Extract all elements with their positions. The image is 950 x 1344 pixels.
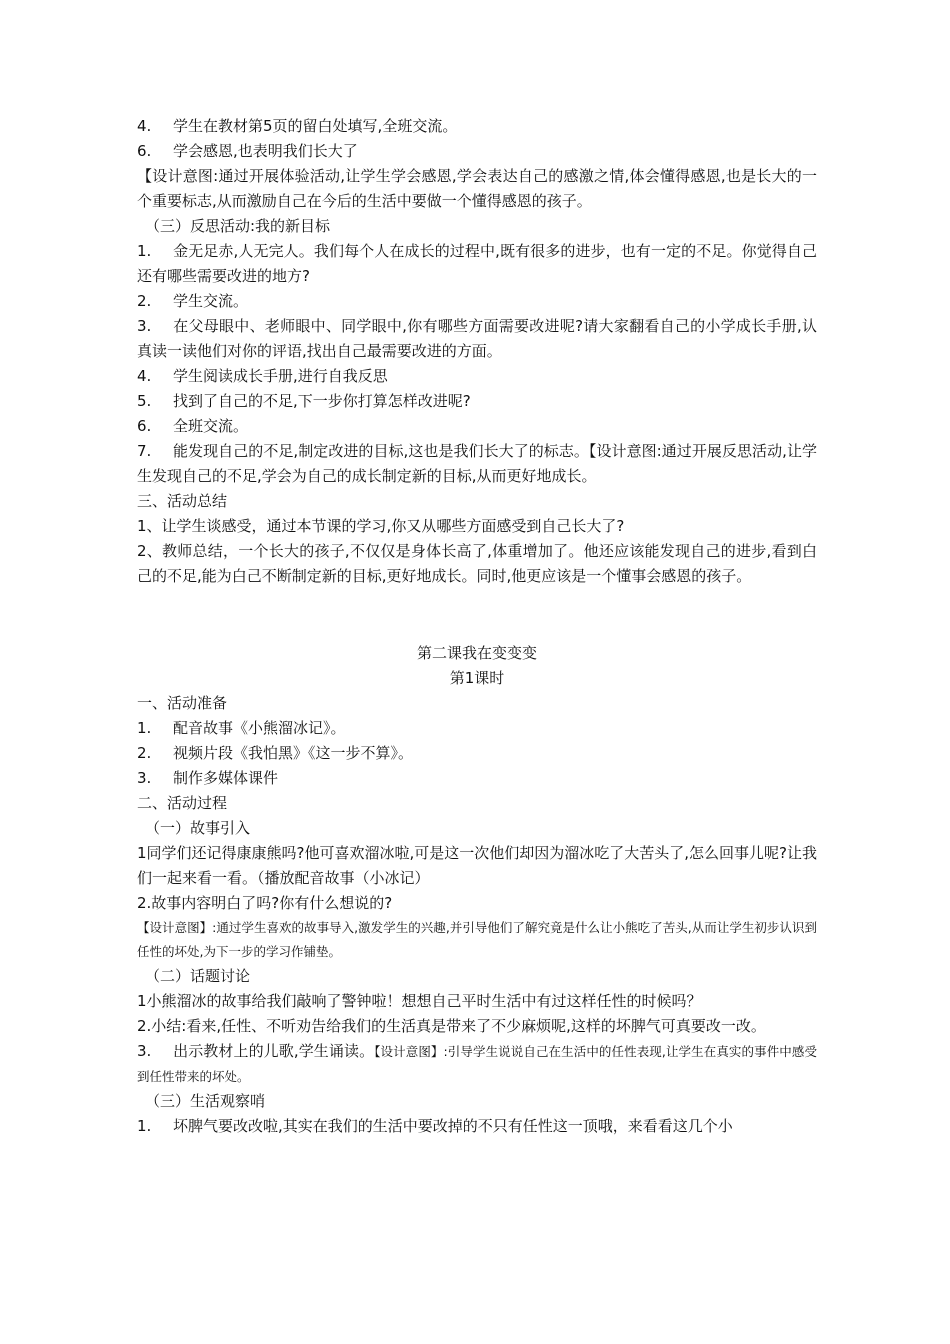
- paragraph: 1、让学生谈感受，通过本节课的学习,你又从哪些方面感受到自己长大了?: [137, 517, 625, 535]
- list-item: 7. 能发现自己的不足,制定改进的目标,这也是我们长大了的标志。【设计意图:通过开展反思活动,让学生发现自己的不足,学会为自己的成长制定新的目标,从而更好地成长。: [137, 442, 817, 485]
- list-item: 4. 学生阅读成长手册,进行自我反思: [137, 367, 388, 385]
- list-item: 4. 学生在教材第5页的留白处填写,全班交流。: [137, 117, 458, 135]
- list-item: 3. 出示教材上的儿歌,学生诵读。【设计意图】:引导学生说说自己在生活中的任性表现,让学生在真实的事件中感受到任性带来的坏处。: [137, 1042, 817, 1084]
- paragraph: 1同学们还记得康康熊吗?他可喜欢溜冰啦,可是这一次他们却因为溜冰吃了大苦头了,怎么回事儿呢?让我们一起来看一看。（播放配音故事（小冰记）: [137, 844, 818, 887]
- list-item: 6. 学会感恩,也表明我们长大了: [137, 142, 358, 160]
- list-item: 3. 制作多媒体课件: [137, 769, 279, 787]
- subsection-heading: （一）故事引入: [145, 819, 251, 837]
- design-intent-paragraph: 【设计意图:通过开展体验活动,让学生学会感恩,学会表达自己的感激之情,体会懂得感恩,也是长大的一个重要标志,从而激励自己在今后的生活中要做一个懂得感恩的孩子。: [137, 167, 817, 210]
- lesson-subtitle: 第1课时: [449, 669, 505, 687]
- section-heading: 三、活动总结: [137, 492, 228, 510]
- spacer: [137, 589, 817, 641]
- lesson-title: 第二课我在变变变: [416, 644, 537, 662]
- section-heading: （三）反思活动:我的新目标: [145, 217, 331, 235]
- design-intent-inline: 【设计意图】:引导学生说说自己在生活中的任性表现,让学生在真实的事件中感受到任性带来的坏处。: [137, 1044, 817, 1084]
- design-intent-paragraph: 【设计意图】:通过学生喜欢的故事导入,激发学生的兴趣,并引导他们了解究竟是什么让小熊吃了苦头,从而让学生初步认识到任性的坏处,为下一步的学习作铺垫。: [137, 920, 817, 959]
- list-item: 3. 在父母眼中、老师眼中、同学眼中,你有哪些方面需要改进呢?请大家翻看自己的小学成长手册,认真读一读他们对你的评语,找出自己最需要改进的方面。: [137, 317, 817, 360]
- list-item: 2. 学生交流。: [137, 292, 249, 310]
- document-body: [137, 114, 817, 1139]
- list-item: 1. 金无足赤,人无完人。我们每个人在成长的过程中,既有很多的进步，也有一定的不足。你觉得自己还有哪些需要改进的地方?: [137, 242, 817, 285]
- subsection-heading: （三）生活观察哨: [145, 1092, 266, 1110]
- list-item: 1. 配音故事《小熊溜冰记》。: [137, 719, 346, 737]
- list-item: 6. 全班交流。: [137, 417, 249, 435]
- section-heading: 二、活动过程: [137, 794, 228, 812]
- paragraph: 2、教师总结，一个长大的孩子,不仅仅是身体长高了,体重增加了。他还应该能发现自己的进步,看到白己的不足,能为白己不断制定新的目标,更好地成长。同时,他更应该是一个懂事会感恩的孩子。: [137, 542, 817, 585]
- section-heading: 一、活动准备: [137, 694, 228, 712]
- paragraph: 2.故事内容明白了吗?你有什么想说的?: [137, 894, 393, 912]
- list-item: 5. 找到了自己的不足,下一步你打算怎样改进呢?: [137, 392, 471, 410]
- subsection-heading: （二）话题讨论: [145, 967, 251, 985]
- list-item: 1. 坏脾气要改改啦,其实在我们的生活中要改掉的不只有任性这一顶哦，来看看这几个小: [137, 1117, 733, 1135]
- paragraph: 1小熊溜冰的故事给我们敲响了警钟啦！想想自己平时生活中有过这样任性的时候吗？: [137, 992, 702, 1010]
- list-item: 2. 视频片段《我怕黑》《这一步不算》。: [137, 744, 414, 762]
- paragraph: 2.小结:看来,任性、不听劝告给我们的生活真是带来了不少麻烦呢,这样的坏脾气可真要改一改。: [137, 1017, 766, 1035]
